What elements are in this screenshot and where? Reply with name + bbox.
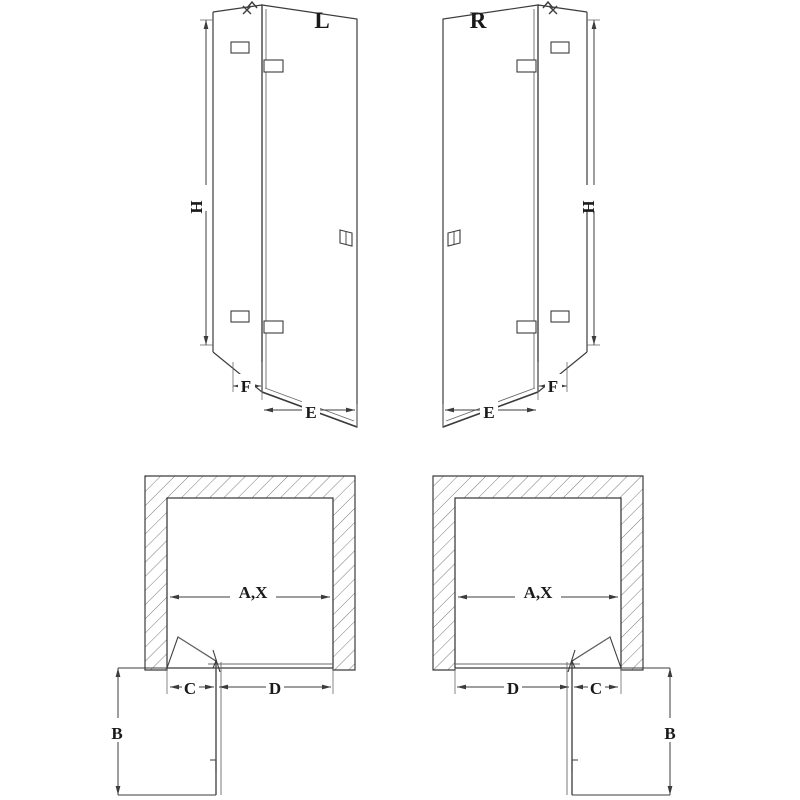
dimension-label-C-left: C (183, 679, 197, 698)
dimension-label-D-right: D (506, 679, 520, 698)
hinge-upper-wall (231, 42, 249, 53)
dimension-label-D-left: D (268, 679, 282, 698)
hinge-upper-door-r (517, 60, 536, 72)
dimension-label-AX-left: A,X (238, 583, 268, 602)
variant-label-right: R (469, 8, 487, 33)
dimension-label-E-right: E (483, 403, 495, 422)
hinge-lower-door (264, 321, 283, 333)
dimension-label-F-left: F (240, 377, 252, 396)
hinge-lower-wall-r (551, 311, 569, 322)
variant-label-left: L (314, 8, 330, 33)
dimension-label-H-right: H (579, 200, 598, 214)
dimension-label-F-right: F (547, 377, 559, 396)
dimension-label-AX-right: A,X (523, 583, 553, 602)
dimension-label-E-left: E (305, 403, 317, 422)
hinge-lower-door-r (517, 321, 536, 333)
hinge-upper-door (264, 60, 283, 72)
hinge-upper-wall-r (551, 42, 569, 53)
dimension-label-H-left: H (187, 200, 206, 214)
dimension-label-B-left: B (111, 724, 123, 743)
hinge-lower-wall (231, 311, 249, 322)
dimension-label-C-right: C (589, 679, 603, 698)
dimension-label-B-right: B (664, 724, 676, 743)
